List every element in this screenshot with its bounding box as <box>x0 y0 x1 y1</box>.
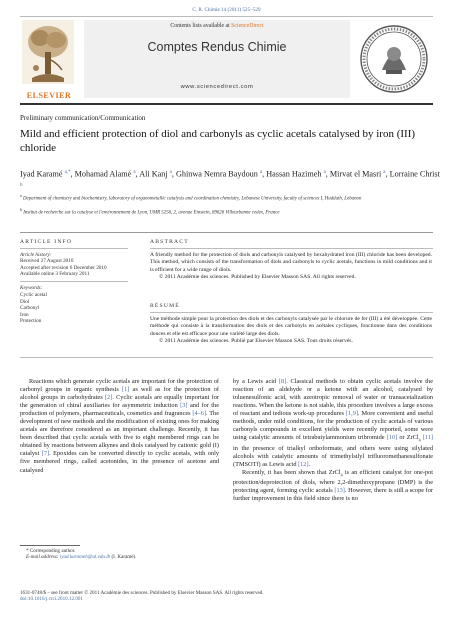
section-type: Preliminary communication/Communication <box>20 114 146 122</box>
history-label: Article history: <box>20 252 52 258</box>
footnote-rule <box>20 545 80 546</box>
resume-copyright: © 2011 Académie des sciences. Publié par Elsevier Masson SAS. Tous droits réservés. <box>159 337 353 344</box>
history-accepted: Accepted after revision 6 December 2010 <box>20 264 107 271</box>
resume-heading: RÉSUMÉ <box>150 303 180 309</box>
header-rule <box>20 103 433 105</box>
abstract-body: A friendly method for the protection of diols and carbonyls catalysed by hexahydrated iron (III) chloride has been developed. This method, which consists of the transformation of diols and carbonyls to cyclic acetals, functions in mild conditions and it is efficient for a wide range of diols. <box>150 252 432 273</box>
author-list[interactable]: Iyad Karamé $^{a,*}$, Mohamad Alamé $^a$, Ali Kanj $^a$, Ghinwa Nemra Baydoun $^a$, Hassan Hazimeh $^a$, Mirvat el Masri $^a$, Lorraine Christ $^b$ <box>20 169 440 188</box>
author-email-link[interactable]: iyad.karameh@ul.edu.lb <box>59 554 111 561</box>
journal-title: Comptes Rendus Chimie <box>147 40 287 54</box>
affiliation-a: $^a$ Department of chemistry and biochemistry, laboratory of organometallic catalysis and coordination chemistry, Lebanese University, faculty of sciences I, Haddath, Lebanon <box>20 193 362 202</box>
abstract-bottom-rule <box>20 357 433 358</box>
keyword-item[interactable]: Diol <box>20 298 30 305</box>
issn-line: 1631-0748/$ – see front matter © 2011 Académie des sciences. Published by Elsevier Masson SAS. All rights reserved. <box>20 590 264 596</box>
abstract-text <box>150 252 432 281</box>
keyword-item[interactable]: Carbonyl <box>20 305 40 312</box>
keywords-list <box>20 292 130 325</box>
info-divider <box>20 232 433 233</box>
keyword-item[interactable]: Protection <box>20 318 42 325</box>
abstract-rule <box>150 248 433 249</box>
sciencedirect-link[interactable]: ScienceDirect <box>231 23 264 29</box>
history-list <box>20 258 130 278</box>
keywords-rule <box>20 281 128 282</box>
keyword-item[interactable]: Cyclic acetal <box>20 292 47 298</box>
abstract-copyright: © 2011 Académie des sciences. Published by Elsevier Masson SAS. All rights reserved. <box>159 273 356 280</box>
keywords-label: Keywords: <box>20 285 43 291</box>
resume-body: Une méthode simple pour la protection des diols et des carbonyls catalysée par le chlorure de fer (III) a été développée. Cette méthode qui consiste à la transformation des diols et des carbonyls en acétales cycliques, fonctionne dans des conditions douces et elle est efficace pour une variété large des diols. <box>150 316 432 337</box>
footnote <box>20 548 220 561</box>
body-column-left: Reactions which generate cyclic acetals are important for the protection of carbonyl groups in organic synthesis [1] as well as for the protection of alcohol groups in carbohydrates [2]. Cyclic acetals are equally important for the generation of chiral auxiliaries for asymmetric induction [3] and for the production of polymers, pharmaceuticals, cosmetics and fragrances [4–6]. The development of new methods and the modification of existing ones for making acetals are therefore considered as an important challenge. Recently, it has been described that cyclic acetals with five to eight membered rings can be obtained by reactions between alkynes and diols catalysed by cationic gold (I) catalyst [7]. Epoxides can be converted directly to cyclic acetals, with only five membered rings, called acetonides, in the presence of acetone and catalysed <box>20 378 219 474</box>
resume-text <box>150 316 432 345</box>
affiliation-b: $^b$ Institut de recherche sur la catalyse et l'environnement de Lyon, UMR 5256, 2, avenue Einstein, 69626 Villeurbanne cedex, France <box>20 207 280 216</box>
email-line <box>20 554 220 560</box>
elsevier-wordmark: ELSEVIER <box>26 91 72 100</box>
history-online: Available online 3 February 2011 <box>20 271 90 278</box>
top-divider <box>20 16 433 17</box>
email-label: E-mail address: <box>26 554 60 561</box>
abstract-heading: ABSTRACT <box>150 239 189 245</box>
bottom-info <box>20 590 433 603</box>
article-info-rule <box>20 248 128 249</box>
contents-line <box>84 23 350 29</box>
keyword-item[interactable]: Iron <box>20 311 29 318</box>
doi-link[interactable]: doi:10.1016/j.crci.2010.12.001 <box>20 596 83 603</box>
corresponding-author-note: * Corresponding author. <box>26 548 76 554</box>
academie-seal-logo <box>358 20 430 98</box>
body-column-right: by a Lewis acid [8]. Classical methods to obtain cyclic acetals involve the reaction of an aldehyde or a ketone with an alcohol, catalysed by toluenesulfonic acid, with azeotropic removal of water or transacetalization reactions. When the ketone is not stable, this procedure involves a large excess of reactant and tedious work-up procedures [1,9]. More convenient and useful methods, under mild conditions, for the production of cyclic acetals of various carbonyls compounds in excellent yields were recently reported, some were using catalytic amounts of tetrabutylammonium tribromide [10] or ZrCl$_4$ [11] in the presence of trialkyl orthoformate, and others were using silylated alcohols with catalytic amounts of trimethylsilyl trifluoromethanesulfonate (TMSOTf) as Lewis acid [12]. Recently, it has been shown that ZrCl$_4$ is an efficient catalyst for one-pot protection/deprotection of diols, where 2,2-dimethoxypropane (DMP) is the protecting agent, forming cyclic acetals [13]. However, there is still a scope for further improvement in this field since there is no <box>233 378 434 503</box>
journal-url[interactable]: www.sciencedirect.com <box>180 84 254 90</box>
article-info-heading: ARTICLE INFO <box>20 239 73 245</box>
email-suffix: (I. Karamé). <box>110 554 137 561</box>
journal-citation[interactable]: C. R. Chimie 14 (2011) 525–529 <box>192 7 261 13</box>
elsevier-tree-logo <box>22 20 74 84</box>
history-received: Received 27 August 2010 <box>20 258 74 264</box>
article-title: Mild and efficient protection of diol and carbonyls as cyclic acetals catalysed by iron (III) chloride <box>20 128 416 154</box>
contents-prefix: Contents lists available at <box>170 23 232 29</box>
resume-rule <box>150 312 433 313</box>
